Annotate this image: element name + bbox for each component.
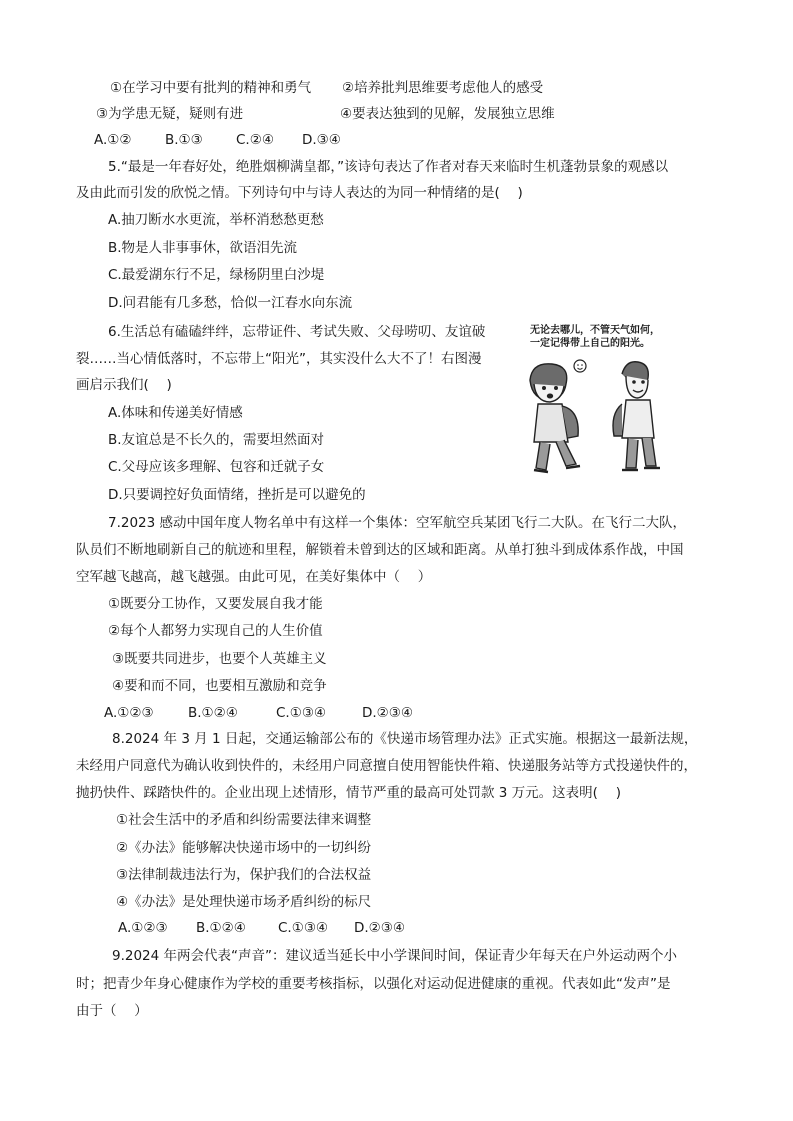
q7-stem-line-1: 7.2023 感动中国年度人物名单中有这样一个集体：空军航空兵某团飞行二大队。在飞行二大队， bbox=[108, 515, 687, 531]
q5-option-b: B.物是人非事事休，欲语泪先流 bbox=[108, 240, 298, 256]
q8-stem-line-3: 抛扔快件、踩踏快件的。企业出现上述情形，情节严重的最高可处罚款 3 万元。这表明( ) bbox=[76, 785, 621, 801]
q6-option-c: C.父母应该多理解、包容和迁就子女 bbox=[108, 459, 325, 475]
q7-answer-d: D.②③④ bbox=[362, 705, 413, 721]
q4-answer-c: C.②④ bbox=[236, 132, 274, 148]
q7-stem-line-2: 队员们不断地刷新自己的航迹和里程，解锁着未曾到达的区域和距离。从单打独斗到成体系作战，中国 bbox=[76, 542, 684, 558]
q7-answer-a: A.①②③ bbox=[104, 705, 154, 721]
q7-statement-2: ②每个人都努力实现自己的人生价值 bbox=[108, 623, 323, 639]
cartoon-illustration bbox=[522, 318, 672, 480]
q4-option-1: ①在学习中要有批判的精神和勇气 bbox=[110, 80, 312, 96]
q5-option-d: D.问君能有几多愁，恰似一江春水向东流 bbox=[108, 295, 353, 311]
q8-stem-line-1: 8.2024 年 3 月 1 日起，交通运输部公布的《快递市场管理办法》正式实施。根据这一最新法规， bbox=[112, 731, 698, 747]
q6-stem-line-1: 6.生活总有磕磕绊绊，忘带证件、考试失败、父母唠叨、友谊破 bbox=[108, 324, 486, 340]
cartoon-figures bbox=[522, 318, 672, 480]
q5-stem-line-1: 5.“最是一年春好处，绝胜烟柳满皇都，”该诗句表达了作者对春天来临时生机蓬勃景象的观感以 bbox=[108, 159, 669, 175]
q4-option-3: ③为学患无疑，疑则有进 bbox=[96, 106, 244, 122]
q4-answer-a: A.①② bbox=[94, 132, 132, 148]
q8-answer-a: A.①②③ bbox=[118, 920, 168, 936]
q6-stem-line-3: 画启示我们( ) bbox=[76, 377, 172, 393]
happy-boy-figure bbox=[613, 362, 660, 470]
q8-statement-3: ③法律制裁违法行为，保护我们的合法权益 bbox=[116, 867, 372, 883]
q8-answer-b: B.①②④ bbox=[196, 920, 246, 936]
q9-stem-line-3: 由于（ ） bbox=[76, 1003, 148, 1019]
q4-option-2: ②培养批判思维要考虑他人的感受 bbox=[342, 80, 544, 96]
q6-option-a: A.体味和传递美好情感 bbox=[108, 405, 243, 421]
q8-statement-1: ①社会生活中的矛盾和纠纷需要法律来调整 bbox=[116, 812, 372, 828]
q4-option-4: ④要表达独到的见解，发展独立思维 bbox=[340, 106, 555, 122]
q7-statement-4: ④要和而不同，也要相互激励和竞争 bbox=[112, 678, 327, 694]
q7-answer-c: C.①③④ bbox=[276, 705, 327, 721]
q8-stem-line-2: 未经用户同意代为确认收到快件的，未经用户同意擅自使用智能快件箱、快递服务站等方式投递快件的， bbox=[76, 758, 697, 774]
q8-statement-4: ④《办法》是处理快递市场矛盾纠纷的标尺 bbox=[116, 894, 372, 910]
cartoon-caption-line-1: 无论去哪儿，不管天气如何， bbox=[530, 325, 660, 336]
sad-boy-figure bbox=[530, 364, 580, 472]
q7-statement-1: ①既要分工协作，又要发展自我才能 bbox=[108, 596, 323, 612]
q5-option-c: C.最爱湖东行不足，绿杨阴里白沙堤 bbox=[108, 267, 325, 283]
q9-stem-line-2: 时；把青少年身心健康作为学校的重要考核指标，以强化对运动促进健康的重视。代表如此“发声”是 bbox=[76, 976, 671, 992]
q6-option-b: B.友谊总是不长久的，需要坦然面对 bbox=[108, 432, 325, 448]
cartoon-caption-line-2: 一定记得带上自己的阳光。 bbox=[530, 338, 650, 349]
q6-stem-line-2: 裂……当心情低落时，不忘带上“阳光”，其实没什么大不了！右图漫 bbox=[76, 351, 482, 367]
q7-statement-3: ③既要共同进步，也要个人英雄主义 bbox=[112, 651, 327, 667]
q4-answer-d: D.③④ bbox=[302, 132, 341, 148]
q6-option-d: D.只要调控好负面情绪，挫折是可以避免的 bbox=[108, 487, 366, 503]
q8-statement-2: ②《办法》能够解决快递市场中的一切纠纷 bbox=[116, 840, 372, 856]
q9-stem-line-1: 9.2024 年两会代表“声音”：建议适当延长中小学课间时间，保证青少年每天在户外运动两个小 bbox=[112, 948, 678, 964]
q5-stem-line-2: 及由此而引发的欣悦之情。下列诗句中与诗人表达的为同一种情绪的是( ) bbox=[76, 185, 523, 201]
q7-stem-line-3: 空军越飞越高，越飞越强。由此可见，在美好集体中（ ） bbox=[76, 569, 432, 585]
q7-answer-b: B.①②④ bbox=[188, 705, 238, 721]
q5-option-a: A.抽刀断水水更流，举杯消愁愁更愁 bbox=[108, 212, 324, 228]
q4-answer-b: B.①③ bbox=[165, 132, 203, 148]
q8-answer-c: C.①③④ bbox=[278, 920, 329, 936]
sun-smiley-icon bbox=[574, 360, 586, 372]
q8-answer-d: D.②③④ bbox=[354, 920, 405, 936]
